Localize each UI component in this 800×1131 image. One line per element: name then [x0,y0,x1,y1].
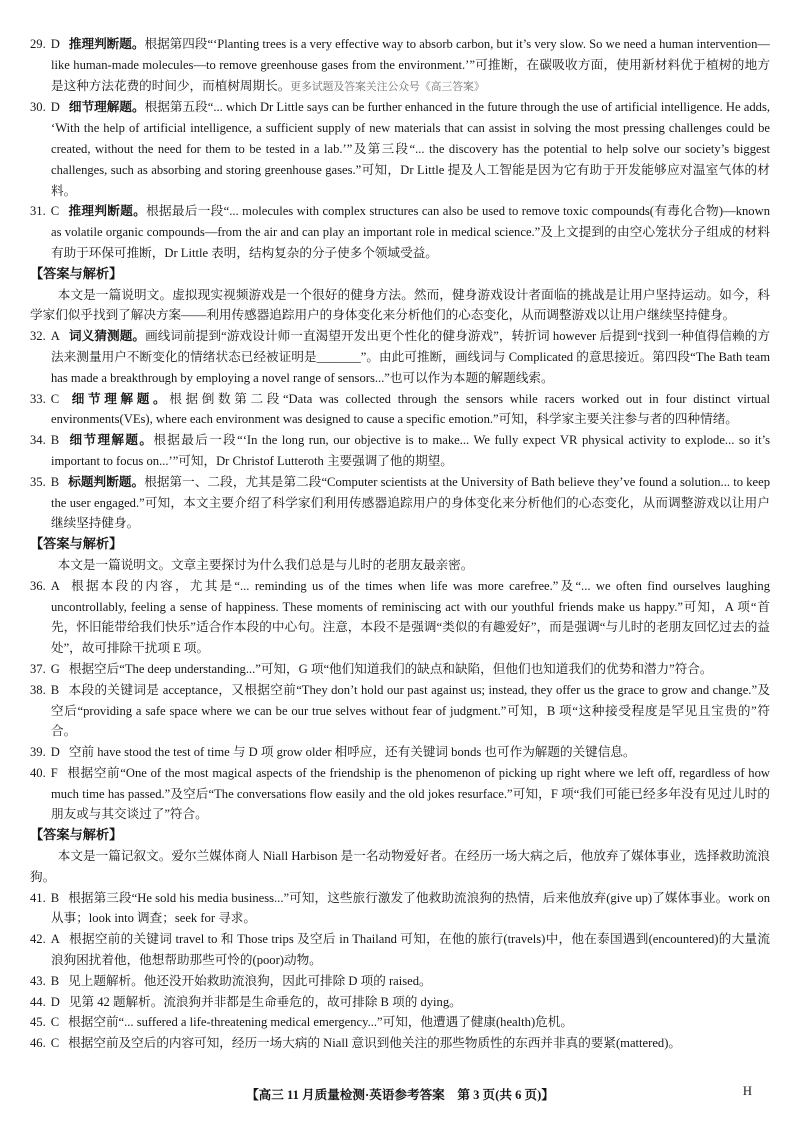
question-number: 34. [30,433,46,448]
page-footer [0,1084,800,1103]
answer-letter: B [50,433,60,448]
answer-letter: D [50,994,60,1009]
question-type-label: 细节理解题。 [68,433,154,448]
question-type-label: 推理判断题。 [68,204,147,219]
question-number: 39. [30,745,46,760]
explanation-text: 根据空后“The deep understanding...”可知，G 项“他们知道我们的缺点和缺陷，但他们也知道我们的优势和潜力”符合。 [68,661,713,676]
question-number: 40. [30,765,46,780]
answer-letter: G [50,661,60,676]
answer-letter: A [50,329,60,344]
question-type-label: 词义猜测题。 [68,329,146,344]
answer-item [30,1033,770,1054]
answer-item [30,201,770,263]
explanation-text: 画线词前提到“游戏设计师一直渴望开发出更个性化的健身游戏”，转折词 however 后提到“找到一种值得信赖的方法来测量用户不断变化的情绪状态已经被证明是_______”。由此可推断，画线词与 Complicated 的意思接近。第四段“The Bath team has made a breakthrough by employing a novel range of sensors...”也可以作为本题的解题线索。 [51,329,770,385]
answer-item [30,680,770,742]
answer-item [30,888,770,930]
explanation-text: 根据空前及空后的内容可知，经历一场大病的 Niall 意识到他关注的那些物质性的东西并非真的要紧(mattered)。 [68,1036,682,1051]
question-type-label: 标题判断题。 [68,474,145,489]
answer-item [30,1012,770,1033]
page-letter: H [742,1084,752,1098]
question-number: 36. [30,578,46,593]
question-number: 33. [30,391,46,406]
answer-letter: C [50,1015,60,1030]
answer-section-cloze [30,825,770,1054]
answer-item [30,472,771,534]
question-number: 35. [30,474,46,489]
section-header: 【答案与解析】 [30,536,123,552]
question-number: 42. [30,932,46,947]
explanation-text: 本段的关键词是 acceptance，又根据空前“They don’t hold our past against us; instead, they offer us the grace to grow and change.”及空后“providing a safe space where we can be our true selves without fear of judgment.”可知，B 项“这种接受程度是罕见且宝贵的”符合。 [51,682,770,739]
question-number: 32. [30,329,46,344]
question-number: 43. [30,973,46,988]
explanation-text: 根据第五段“... which Dr Little says can be further enhanced in the future through the use of artificial intelligence. He adds, ‘With the help of artificial intelligence, a sufficient supply of new materials that can assist in solving the most pressing challenges could be created, without the need for them to be tested in a lab.’”及第三段“... the discovery has the potential to help solve our society’s biggest challenges, such as absorbing and storing greenhouse gases.”可知，Dr Little 提及人工智能是因为它有助于开发能够应对温室气体的材料。 [51,100,771,198]
section-header: 【答案与解析】 [30,265,123,281]
passage-summary: 本文是一篇说明文。文章主要探讨为什么我们总是与儿时的老朋友最亲密。 [57,557,474,572]
answer-item [30,992,770,1013]
explanation-text: 见第 42 题解析。流浪狗并非都是生命垂危的，故可排除 B 项的 dying。 [68,994,462,1009]
question-number: 37. [30,661,46,676]
answer-item [30,929,770,971]
answer-letter: B [50,973,60,988]
question-number: 29. [30,37,46,51]
answer-letter: B [50,474,60,489]
explanation-text: 空前 have stood the test of time 与 D 项 grow older 相呼应，还有关键词 bonds 也可作为解题的关键信息。 [68,745,636,760]
explanation-text: 根据第一、二段，尤其是第二段“Computer scientists at the University of Bath believe they’ve found a solution... to keep the user engaged.”可知，本文主要介绍了科学家们利用传感器追踪用户的身体变化来分析他们的心态变化，从而调整游戏以让用户继续坚持健身。 [51,474,771,531]
answer-letter: A [50,932,60,947]
question-type-label: 推理判断题。 [68,37,145,51]
answer-letter: D [50,37,60,51]
answer-section-reading-c [30,34,770,264]
explanation-text: 根据最后一段“... molecules with complex structures can also be used to remove toxic compounds(有毒化合物)—known as volatile organic compounds—from the air and can play an important role in medical science.”及上文提到的由空心笼状分子组成的材料有助于环保可推断，Dr Little 表明，结构复杂的分子使多个领域受益。 [51,204,770,260]
answer-section-gap-fill [30,534,770,825]
passage-summary: 本文是一篇记叙文。爱尔兰媒体商人 Niall Harbison 是一名动物爱好者。在经历一场大病之后，他放弃了媒体事业，选择救助流浪狗。 [30,849,770,884]
answer-item [30,763,770,825]
answer-letter: C [50,391,60,406]
answer-letter: C [50,1036,60,1051]
answer-item [30,326,770,388]
answer-item [30,430,771,472]
answer-letter: B [50,890,60,905]
question-number: 45. [30,1015,46,1030]
question-number: 46. [30,1036,46,1051]
passage-summary: 本文是一篇说明文。虚拟现实视频游戏是一个很好的健身方法。然而，健身游戏设计者面临的挑战是让用户坚持运动。如今，科学家们似乎找到了解决方案——利用传感器追踪用户的身体变化来分析他们的心态变化，从而调整游戏以让用户继续坚持健身。 [30,287,770,323]
section-header: 【答案与解析】 [30,827,123,843]
question-type-label: 细节理解题。 [68,100,145,115]
answer-item [30,97,771,201]
explanation-text: 见上题解析。他还没开始救助流浪狗，因此可排除 D 项的 raised。 [68,973,432,988]
explanation-text: 根据最后一段“‘In the long run, our objective is to make... We fully expect VR physical activity to explode... so it’s important to focus on...’”可知，Dr Christof Lutteroth 主要强调了他的期望。 [51,433,771,468]
explanation-text: 根据空前“... suffered a life-threatening medical emergency...”可知，他遭遇了健康(health)危机。 [68,1015,573,1030]
answer-letter: C [50,204,60,219]
explanation-text: 根据本段的内容，尤其是“... reminding us of the times when life was more carefree.”及“... we often find ourselves laughing uncontrollably, feeling a sense of happiness. These moments of reminiscing act with our youthful friends make us happy.”可知，A 项“首先，怀旧能带给我们快乐”适合作本段的中心句。注意，本段不是强调“类似的有趣爱好”，而是强调“与儿时的老朋友回忆过去的益处”，故可排除干扰项 E 项。 [51,578,770,656]
promo-note: 更多试题及答案关注公众号《高三答案》 [290,80,485,93]
explanation-text: 根据第三段“He sold his media business...”可知，这些旅行激发了他救助流浪狗的热情，后来他放弃(give up)了媒体事业。work on 从事；look into 调查；seek for 寻求。 [51,890,770,926]
answer-letter: A [50,578,60,593]
answer-item [30,389,770,431]
explanation-text: 根据第四段“‘Planting trees is a very effective way to absorb carbon, but it’s very slow. So we need a human intervention—like human-made molecules—to remove greenhouse gases from the environment.’”可推断，在碳吸收方面，使用新材料优于植树的地方是这种方法花费的时间少，而植树周期长。 [51,37,770,93]
question-number: 30. [30,100,46,115]
question-number: 41. [30,890,46,905]
answer-letter: D [50,100,60,115]
answer-item [30,971,770,992]
answer-section-reading-d [30,264,770,534]
question-number: 31. [30,204,46,219]
explanation-text: 根据倒数第二段“Data was collected through the sensors while racers worked out in four distinct virtual environments(VEs), where each environment was designed to cause a specific emotion.”可知，科学家主要关注参与者的四种情绪。 [51,391,770,427]
footer-title: 【高三 11 月质量检测·英语参考答案 第 3 页(共 6 页)】 [246,1088,554,1102]
question-number: 38. [30,682,46,697]
answer-letter: D [50,745,60,760]
explanation-text: 根据空前“One of the most magical aspects of the friendship is the phenomenon of picking up right where we left off, regardless of how much time has passed.”及空后“The conversations flow easily and the old jokes resurface.”可知，F 项“我们可能已经多年没有见过儿时的朋友或与其交谈过了”符合。 [51,765,770,822]
answer-item [30,742,770,763]
question-number: 44. [30,994,46,1009]
answer-item [30,576,770,659]
answer-letter: F [50,765,58,780]
question-type-label: 细节理解题。 [68,391,170,406]
answer-item [30,34,770,97]
answer-letter: B [50,682,60,697]
answer-item [30,659,770,680]
explanation-text: 根据空前的关键词 travel to 和 Those trips 及空后 in Thailand 可知，在他的旅行(travels)中，他在泰国遇到(encountered)的大量流浪狗困扰着他，他想帮助那些可怜的(poor)动物。 [51,932,770,968]
